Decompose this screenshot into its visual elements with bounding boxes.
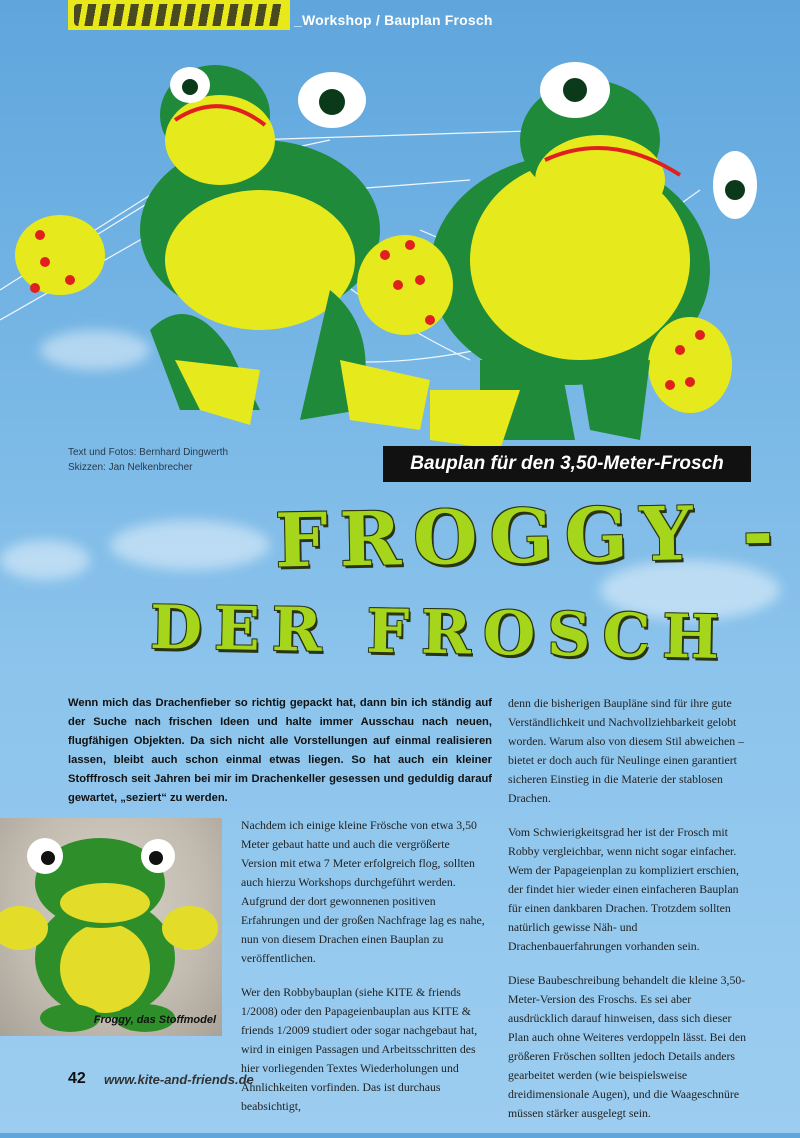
credits-sketches: Skizzen: Jan Nelkenbrecher bbox=[68, 462, 193, 473]
left-frog-kite bbox=[15, 65, 430, 430]
column-middle bbox=[241, 816, 487, 1131]
body-paragraph: Nachdem ich einige kleine Frösche von etwa 3,50 Meter gebaut hatte und auch die vergrößerte Version mit etwa 7 Meter erfolgreich flog, sollten auch hierzu Workshops durchgeführt werden. Aufgrund der dort gewonnenen positiven Erfahrungen und der großen Nachfrage lag es nahe, nun von diesem Drachen einen Bauplan zu veröffentlichen. bbox=[241, 818, 485, 965]
section-header bbox=[294, 12, 493, 28]
section-label: _Workshop bbox=[294, 12, 372, 28]
body-paragraph: denn die bisherigen Baupläne sind für ihre gute Verständlichkeit und Nachvollziehbarkeit gelobt worden. Warum also von diesem Stil abweichen – bietet er doch auch für Neulinge einen garantiert sicheren Einstieg in die Materie der stablosen Drachen. bbox=[508, 696, 745, 805]
body-paragraph: Wer den Robbybauplan (siehe KITE & friends 1/2008) oder den Papageienbauplan aus KITE & friends 1/2009 studiert oder sogar nachgebaut hat, wird in einigen Passagen und Arbeitsschritten des hier vorliegenden Textes Wiederholungen und Ähnlichkeiten vorfinden. Das ist durchaus beabsichtigt, bbox=[241, 985, 478, 1113]
plush-frog-photo bbox=[0, 818, 222, 1036]
section-topic: Bauplan Frosch bbox=[384, 12, 493, 28]
body-paragraph: Vom Schwierigkeitsgrad her ist der Frosch mit Robby vergleichbar, wenn nicht sogar einfacher. Wem der Papageienplan zu kompliziert erschien, der findet hier wieder einen einfacheren Bauplan für einen dankbaren Drachen. Trotzdem sollten natürlich gewisse Näh- und Drachenbauerfahrungen vorhanden sein. bbox=[508, 825, 739, 953]
section-separator: / bbox=[371, 12, 385, 28]
photo-caption: Froggy, das Stoffmodel bbox=[93, 1014, 216, 1026]
frog-kites-photo bbox=[0, 30, 800, 460]
body-paragraph: Diese Baubeschreibung behandelt die kleine 3,50-Meter-Version des Froschs. Es sei aber ausdrücklich darauf hinweisen, dass sich dieser Plan auch ohne Weiteres verdoppeln lässt. Bei den größeren Fröschen sollten jedoch Details anders gearbeitet werden (wie beispielsweise dreidimensionale Augen), und die Waageschnüre müssen stärker ausgelegt sein. bbox=[508, 973, 746, 1120]
plush-frog-image bbox=[0, 818, 222, 1036]
credits bbox=[68, 445, 228, 475]
title-line-1: FROGGY - bbox=[274, 489, 786, 585]
subtitle-bar: Bauplan für den 3,50-Meter-Frosch bbox=[383, 446, 751, 482]
title-line-2: DER FROSCH bbox=[149, 592, 732, 674]
lead-paragraph: Wenn mich das Drachenfieber so richtig gepackt hat, dann bin ich ständig auf der Suche nach frischen Ideen und halte immer Ausschau nach neuen, flugfähigen Objekten. Da sich nicht alle Vorstellungen auf einmal realisieren lassen, bleibt auch schon einmal etwas liegen. So hat auch ein kleiner Stofffrosch seit Jahren bei mir im Drachenkeller gesessen und geduldig darauf gewartet, „seziert“ zu werden. bbox=[68, 697, 492, 804]
cloud bbox=[110, 520, 270, 570]
page-number: 42 bbox=[68, 1070, 86, 1087]
magazine-logo bbox=[68, 0, 290, 30]
credits-text-photos: Text und Fotos: Bernhard Dingwerth bbox=[68, 447, 229, 458]
footer-url: www.kite-and-friends.de bbox=[104, 1072, 254, 1087]
cloud bbox=[0, 540, 90, 580]
column-right bbox=[508, 694, 754, 1138]
